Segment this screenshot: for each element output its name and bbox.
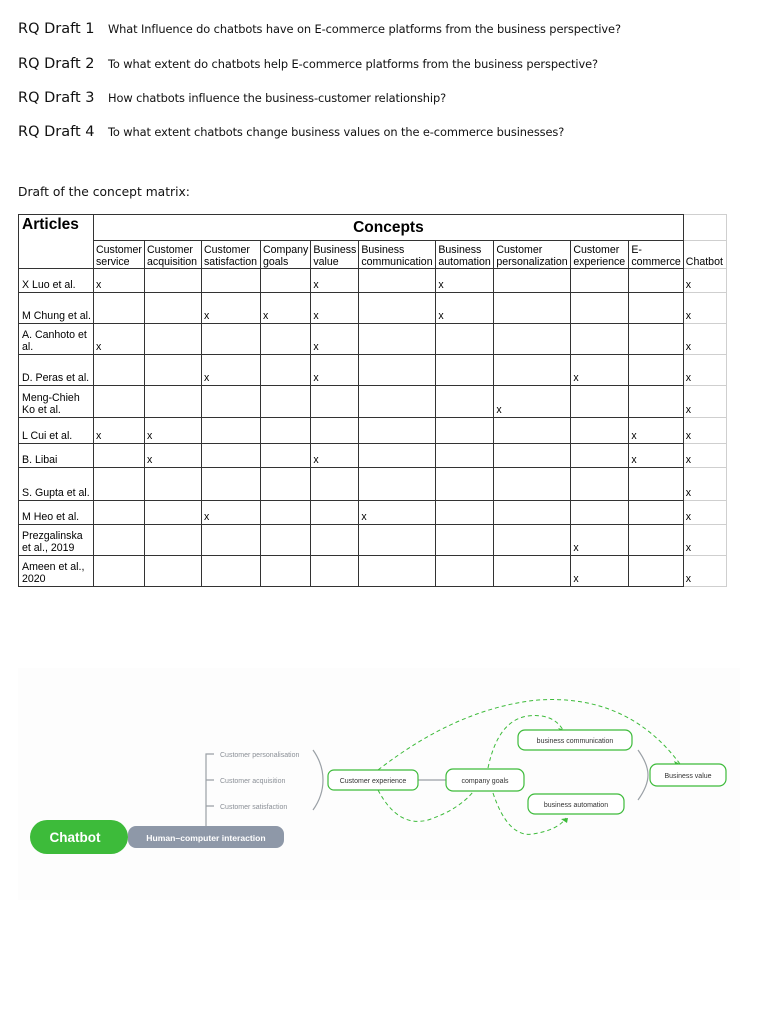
matrix-header-row [19,215,727,241]
column-header-line: Customer [147,244,193,256]
concept-cell [629,525,683,556]
column-header [94,241,145,269]
article-cell: Prezgalinska et al., 2019 [19,525,94,556]
rq-draft-3 [18,90,446,106]
concept-cell [436,501,494,525]
concept-cell [571,418,629,444]
concept-cell [94,468,145,501]
concept-cell: x [145,418,202,444]
concept-cell [202,556,261,587]
concept-cell: x [629,444,683,468]
concept-cell [261,269,311,293]
article-cell: D. Peras et al. [19,355,94,386]
concept-cell: x [94,324,145,355]
sub-item-label: Customer satisfaction [220,804,288,811]
concept-cell [94,501,145,525]
concept-cell: x [683,556,726,587]
concept-cell [436,444,494,468]
concept-cell [202,324,261,355]
concept-cell [571,324,629,355]
concept-cell [261,501,311,525]
article-cell: M Heo et al. [19,501,94,525]
concept-cell [436,355,494,386]
concept-matrix [18,214,727,587]
column-header-line: Business [361,244,405,256]
table-row [19,501,727,525]
concept-cell [145,556,202,587]
concept-cell [261,525,311,556]
concept-cell [494,444,571,468]
concept-cell [261,556,311,587]
concept-cell [202,418,261,444]
table-row [19,468,727,501]
concept-cell: x [629,418,683,444]
article-cell: L Cui et al. [19,418,94,444]
column-header [311,241,359,269]
concept-cell [261,444,311,468]
concept-mind-map [18,668,740,900]
concept-cell [436,525,494,556]
concept-cell [145,324,202,355]
column-header [436,241,494,269]
rq-text: To what extent chatbots change business values on the e-commerce businesses? [108,125,565,139]
concept-cell [629,386,683,418]
column-header-line: Chatbot [685,256,723,268]
concept-cell [311,386,359,418]
concept-cell: x [494,386,571,418]
concept-cell [436,556,494,587]
concept-cell [94,525,145,556]
concept-cell: x [311,293,359,324]
concept-cell: x [571,556,629,587]
concept-cell [145,355,202,386]
chatbot-node-label: Chatbot [49,830,101,845]
concept-cell: x [436,293,494,324]
concept-cell: x [571,525,629,556]
rq-text: What Influence do chatbots have on E-commerce platforms from the business perspective? [108,22,621,36]
concept-cell [94,355,145,386]
column-header-line: commerce [631,256,681,268]
rq-label: RQ Draft 1 [18,21,95,37]
column-header [202,241,261,269]
concept-cell [571,501,629,525]
concept-cell [629,468,683,501]
concept-cell [494,501,571,525]
concept-cell: x [311,324,359,355]
concept-cell: x [311,269,359,293]
concept-cell [494,556,571,587]
concept-cell [629,293,683,324]
business-communication-label: business communication [536,738,614,745]
company-goals-label: company goals [461,778,509,785]
concept-cell [571,386,629,418]
experience-to-goals-arrow [378,790,473,821]
concept-cell [261,324,311,355]
concept-cell [359,444,436,468]
business-value-label: Business value [664,773,712,780]
sub-item-label: Customer acquisition [220,778,286,785]
experience-bracket [313,750,323,810]
concept-cell: x [683,386,726,418]
concept-cell [359,418,436,444]
table-row [19,324,727,355]
concept-cell [359,556,436,587]
concept-cell [494,293,571,324]
article-cell: S. Gupta et al. [19,468,94,501]
concept-cell: x [683,418,726,444]
concept-cell [202,444,261,468]
concept-cell [359,386,436,418]
table-row [19,444,727,468]
column-header-line: satisfaction [204,256,257,268]
table-row [19,386,727,418]
concept-cell [629,501,683,525]
concept-cell [436,386,494,418]
rq-text: To what extent do chatbots help E-commerce platforms from the business perspective? [108,57,598,71]
concepts-header: Concepts [94,215,684,241]
column-header [683,241,726,269]
concept-cell [261,418,311,444]
concept-cell [261,355,311,386]
column-header-line: Customer [204,244,250,256]
concept-cell: x [683,444,726,468]
concept-cell [571,444,629,468]
concept-cell: x [571,355,629,386]
table-row [19,418,727,444]
concept-cell [145,525,202,556]
concept-cell: x [311,444,359,468]
concept-cell: x [683,501,726,525]
concept-cell: x [94,269,145,293]
concept-cell [261,468,311,501]
column-header-row [19,241,727,269]
rq-draft-1 [18,21,621,37]
concept-cell [311,525,359,556]
article-cell: A. Canhoto et al. [19,324,94,355]
concept-cell: x [145,444,202,468]
rq-label: RQ Draft 2 [18,56,95,72]
concept-cell: x [683,525,726,556]
concept-cell [571,269,629,293]
concept-cell [494,355,571,386]
column-header-line: value [313,256,339,268]
column-header-line: goals [263,256,289,268]
column-header [261,241,311,269]
concept-cell [494,525,571,556]
rq-draft-4 [18,124,564,140]
column-header [145,241,202,269]
empty-header-cell [683,215,726,241]
concept-cell: x [202,293,261,324]
concept-cell [145,269,202,293]
concept-cell [359,293,436,324]
concept-cell [436,468,494,501]
article-cell: M Chung et al. [19,293,94,324]
concept-cell [436,324,494,355]
concept-cell: x [436,269,494,293]
concept-cell: x [359,501,436,525]
concept-cell [629,269,683,293]
rq-draft-2 [18,56,598,72]
concept-cell: x [94,418,145,444]
article-cell: B. Libai [19,444,94,468]
column-header [629,241,683,269]
concept-cell [94,386,145,418]
table-row [19,293,727,324]
articles-header: Articles [19,215,94,269]
column-header-line: personalization [496,256,568,268]
column-header-line: experience [573,256,626,268]
concept-cell: x [683,468,726,501]
column-header-line: E- [631,244,642,256]
column-header-line: communication [361,256,433,268]
concept-cell [629,556,683,587]
concept-cell [311,468,359,501]
concept-cell [261,386,311,418]
concept-cell: x [311,355,359,386]
column-header-line: service [96,256,130,268]
hci-node-label: Human–computer interaction [146,833,266,843]
article-cell: X Luo et al. [19,269,94,293]
concept-cell [436,418,494,444]
column-header-line: Company [263,244,309,256]
matrix-caption: Draft of the concept matrix: [18,185,190,199]
concept-cell [494,269,571,293]
mind-map-svg [18,668,740,900]
concept-cell [145,293,202,324]
concept-cell [311,556,359,587]
concept-cell [359,468,436,501]
concept-cell [359,269,436,293]
concept-cell [359,525,436,556]
concept-cell [145,468,202,501]
concept-cell: x [202,501,261,525]
table-row [19,556,727,587]
concept-cell [571,468,629,501]
concept-cell [494,468,571,501]
column-header-line: Customer [96,244,142,256]
concept-cell: x [683,324,726,355]
concept-cell [494,418,571,444]
concept-cell [94,293,145,324]
column-header-line: Customer [496,244,543,256]
concept-cell [311,501,359,525]
concept-cell [571,293,629,324]
concept-cell [145,386,202,418]
rq-label: RQ Draft 4 [18,124,95,140]
column-header-line: Business [313,244,357,256]
concept-cell [494,324,571,355]
concept-cell [202,269,261,293]
column-header [494,241,571,269]
concept-cell [311,418,359,444]
table-row [19,269,727,293]
customer-experience-label: Customer experience [339,778,407,785]
concept-cell [629,324,683,355]
concept-cell: x [683,293,726,324]
sub-items-connector [206,754,214,826]
concept-cell [202,525,261,556]
concept-cell [94,444,145,468]
value-bracket [638,750,648,800]
concept-cell: x [683,269,726,293]
column-header-line: Business [438,244,482,256]
concept-cell [202,468,261,501]
column-header [359,241,436,269]
sub-item-label: Customer personalisation [220,752,300,759]
business-automation-label: business automation [543,802,609,809]
article-cell: Meng-Chieh Ko et al. [19,386,94,418]
column-header [571,241,629,269]
rq-text: How chatbots influence the business-customer relationship? [108,91,447,105]
concept-cell [145,501,202,525]
concept-cell [359,355,436,386]
concept-cell: x [683,355,726,386]
table-row [19,525,727,556]
concept-cell [94,556,145,587]
concept-cell: x [261,293,311,324]
column-header-line: Customer [573,244,620,256]
column-header-line: automation [438,256,491,268]
concept-cell [202,386,261,418]
concept-cell [629,355,683,386]
rq-label: RQ Draft 3 [18,90,95,106]
column-header-line: acquisition [147,256,198,268]
concept-cell [359,324,436,355]
table-row [19,355,727,386]
concept-cell: x [202,355,261,386]
article-cell: Ameen et al., 2020 [19,556,94,587]
